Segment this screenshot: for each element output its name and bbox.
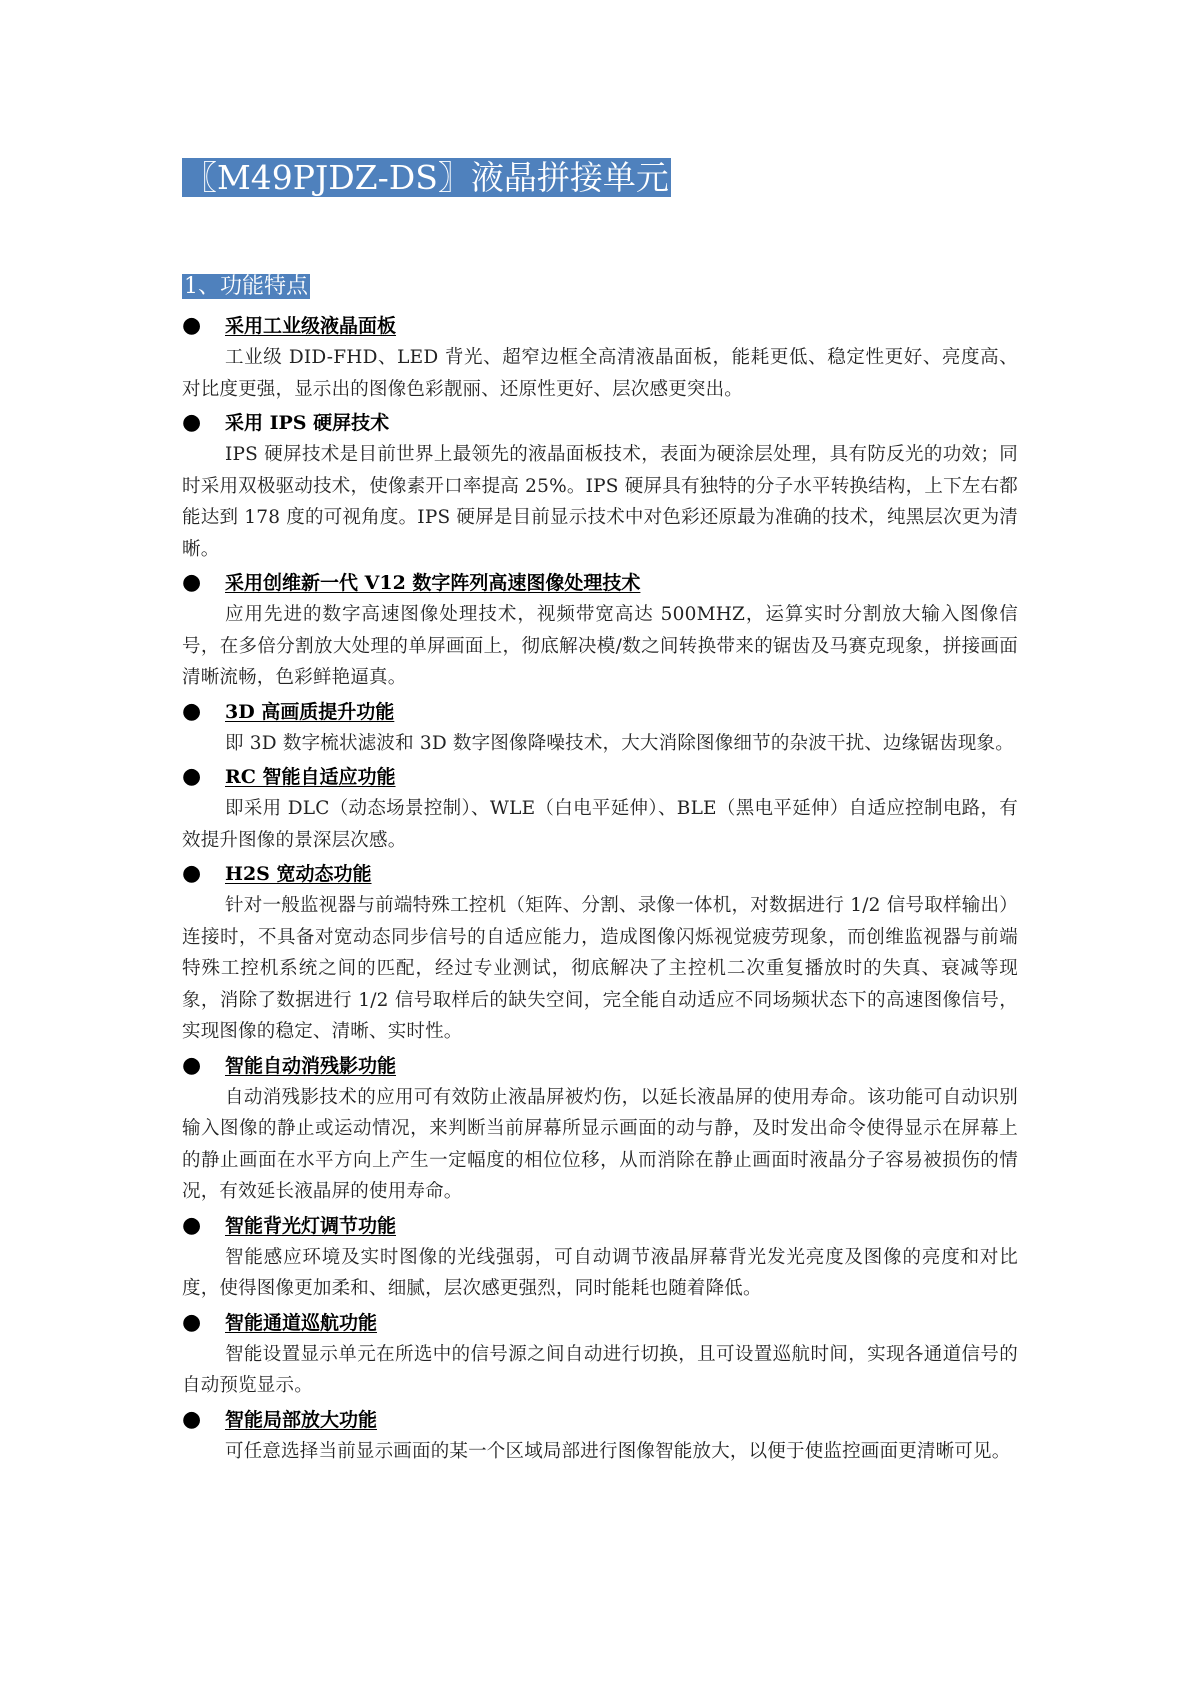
bullet-icon: ● — [182, 764, 202, 789]
feature-header — [182, 310, 1018, 342]
feature-description: 智能感应环境及实时图像的光线强弱，可自动调节液晶屏幕背光发光亮度及图像的亮度和对比度，使得图像更加柔和、细腻，层次感更强烈，同时能耗也随着降低。 — [182, 1246, 1018, 1299]
feature-description: 可任意选择当前显示画面的某一个区域局部进行图像智能放大，以便于使监控画面更清晰可见。 — [225, 1440, 1011, 1462]
feature-item — [182, 858, 1018, 1048]
feature-description: 针对一般监视器与前端特殊工控机（矩阵、分割、录像一体机，对数据进行 1/2 信号取样输出）连接时，不具备对宽动态同步信号的自适应能力，造成图像闪烁视觉疲劳现象，而创维监视器与前端特殊工控机系统之间的匹配，经过专业测试，彻底解决了主控机二次重复播放时的失真、衰减等现象，消除了数据进行 1/2 信号取样后的缺失空间，完全能自动适应不同场频状态下的高速图像信号，实现图像的稳定、清晰、实时性。 — [182, 895, 1018, 1042]
section-heading — [182, 270, 310, 304]
feature-description: 即采用 DLC（动态场景控制）、WLE（白电平延伸）、BLE（黑电平延伸）自适应控制电路，有效提升图像的景深层次感。 — [182, 798, 1018, 851]
feature-item — [182, 310, 1018, 405]
feature-header — [182, 696, 1018, 728]
feature-description: 工业级 DID-FHD、LED 背光、超窄边框全高清液晶面板，能耗更低、稳定性更好、亮度高、对比度更强，显示出的图像色彩靓丽、还原性更好、层次感更突出。 — [182, 347, 1018, 400]
feature-title: 采用工业级液晶面板 — [225, 315, 397, 337]
feature-title: 智能局部放大功能 — [225, 1408, 378, 1431]
feature-item — [182, 696, 1018, 760]
feature-header — [182, 1404, 1018, 1436]
feature-header — [182, 567, 1018, 599]
document-title — [182, 156, 671, 200]
feature-description: 自动消残影技术的应用可有效防止液晶屏被灼伤，以延长液晶屏的使用寿命。该功能可自动识别输入图像的静止或运动情况，来判断当前屏幕所显示画面的动与静，及时发出命令使得显示在屏幕上的静止画面在水平方向上产生一定幅度的相位位移，从而消除在静止画面时液晶分子容易被损伤的情况，有效延长液晶屏的使用寿命。 — [182, 1086, 1018, 1202]
feature-item — [182, 1210, 1018, 1305]
feature-description: 应用先进的数字高速图像处理技术，视频带宽高达 500MHZ，运算实时分割放大输入图像信号，在多倍分割放大处理的单屏画面上，彻底解决模/数之间转换带来的锯齿及马赛克现象，拼接画面清晰流畅，色彩鲜艳逼真。 — [182, 604, 1018, 688]
bullet-icon: ● — [182, 1052, 202, 1078]
bullet-icon: ● — [182, 410, 202, 435]
feature-description: 智能设置显示单元在所选中的信号源之间自动进行切换，且可设置巡航时间，实现各通道信号的自动预览显示。 — [182, 1343, 1018, 1396]
feature-list — [182, 310, 1018, 1469]
feature-title: 采用 IPS 硬屏技术 — [225, 412, 390, 434]
feature-title: 采用创维新一代 V12 数字阵列高速图像处理技术 — [225, 572, 641, 594]
feature-title: 3D 高画质提升功能 — [225, 700, 395, 723]
feature-item — [182, 407, 1018, 565]
bullet-icon: ● — [182, 1309, 202, 1335]
document-title-text: 〖M49PJDZ-DS〗液晶拼接单元 — [184, 158, 669, 197]
feature-title: 智能自动消残影功能 — [225, 1054, 397, 1077]
feature-item — [182, 761, 1018, 856]
feature-item — [182, 567, 1018, 694]
feature-item — [182, 1307, 1018, 1402]
feature-item — [182, 1050, 1018, 1208]
feature-header — [182, 407, 1018, 439]
feature-item — [182, 1404, 1018, 1468]
feature-title: 智能通道巡航功能 — [225, 1311, 378, 1334]
feature-title: RC 智能自适应功能 — [225, 766, 396, 788]
feature-header — [182, 1210, 1018, 1242]
feature-header — [182, 1307, 1018, 1339]
section-heading-text: 1、功能特点 — [184, 274, 308, 299]
bullet-icon: ● — [182, 570, 202, 595]
bullet-icon: ● — [182, 1406, 202, 1432]
feature-header — [182, 1050, 1018, 1082]
bullet-icon: ● — [182, 1212, 202, 1238]
feature-description: IPS 硬屏技术是目前世界上最领先的液晶面板技术，表面为硬涂层处理，具有防反光的功效；同时采用双极驱动技术，使像素开口率提高 25%。IPS 硬屏具有独特的分子水平转换结构，上下左右都能达到 178 度的可视角度。IPS 硬屏是目前显示技术中对色彩还原最为准确的技术，纯黑层次更为清晰。 — [182, 444, 1018, 560]
bullet-icon: ● — [182, 861, 202, 886]
feature-title: 智能背光灯调节功能 — [225, 1214, 397, 1237]
feature-description: 即 3D 数字梳状滤波和 3D 数字图像降噪技术，大大消除图像细节的杂波干扰、边缘锯齿现象。 — [225, 732, 1014, 754]
bullet-icon: ● — [182, 313, 202, 338]
feature-title: H2S 宽动态功能 — [225, 863, 372, 885]
feature-header — [182, 761, 1018, 793]
bullet-icon: ● — [182, 698, 202, 724]
feature-header — [182, 858, 1018, 890]
